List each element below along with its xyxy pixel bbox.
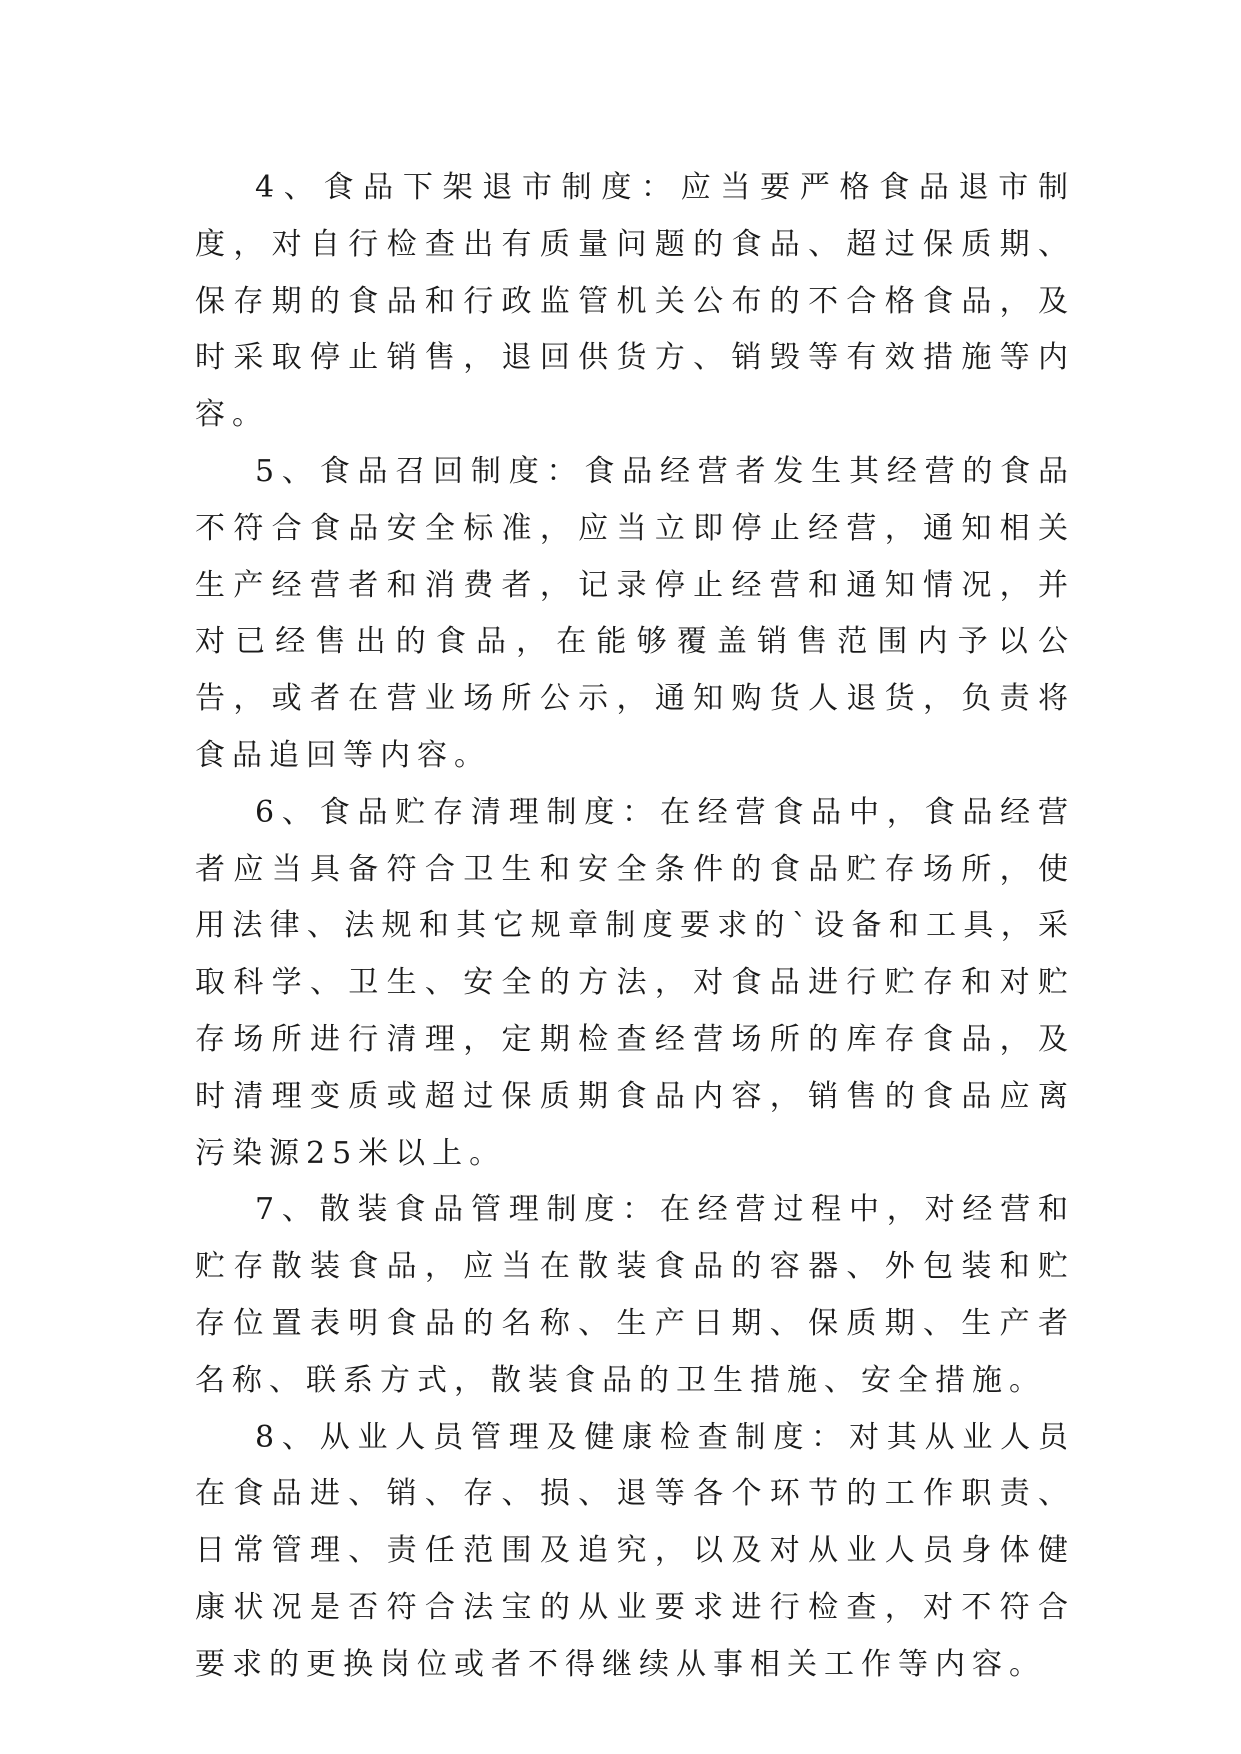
paragraph-7-bulk-food-policy: 7、散装食品管理制度：在经营过程中，对经营和贮存散装食品，应当在散装食品的容器、外包装和贮存位置表明食品的名称、生产日期、保质期、生产者名称、联系方式，散装食品的卫生措施、安全措施。 xyxy=(195,1192,1075,1398)
paragraph-4-removal-policy: 4、食品下架退市制度：应当要严格食品退市制度，对自行检查出有质量问题的食品、超过保质期、保存期的食品和行政监管机关公布的不合格食品，及时采取停止销售，退回供货方、销毁等有效措施等内容。 xyxy=(195,170,1075,433)
paragraph-8-staff-health-policy: 8、从业人员管理及健康检查制度：对其从业人员在食品进、销、存、损、退等各个环节的工作职责、日常管理、责任范围及追究，以及对从业人员身体健康状况是否符合法宝的从业要求进行检查，对不符合要求的更换岗位或者不得继续从事相关工作等内容。 xyxy=(195,1419,1075,1682)
document-body xyxy=(195,160,1075,1694)
paragraph-6-storage-policy: 6、食品贮存清理制度：在经营食品中，食品经营者应当具备符合卫生和安全条件的食品贮存场所，使用法律、法规和其它规章制度要求的`设备和工具，采取科学、卫生、安全的方法，对食品进行贮存和对贮存场所进行清理，定期检查经营场所的库存食品，及时清理变质或超过保质期食品内容，销售的食品应离污染源25米以上。 xyxy=(195,794,1075,1171)
paragraph-5-recall-policy: 5、食品召回制度：食品经营者发生其经营的食品不符合食品安全标准，应当立即停止经营，通知相关生产经营者和消费者，记录停止经营和通知情况，并对已经售出的食品，在能够覆盖销售范围内予以公告，或者在营业场所公示，通知购货人退货，负责将食品追回等内容。 xyxy=(195,453,1075,773)
